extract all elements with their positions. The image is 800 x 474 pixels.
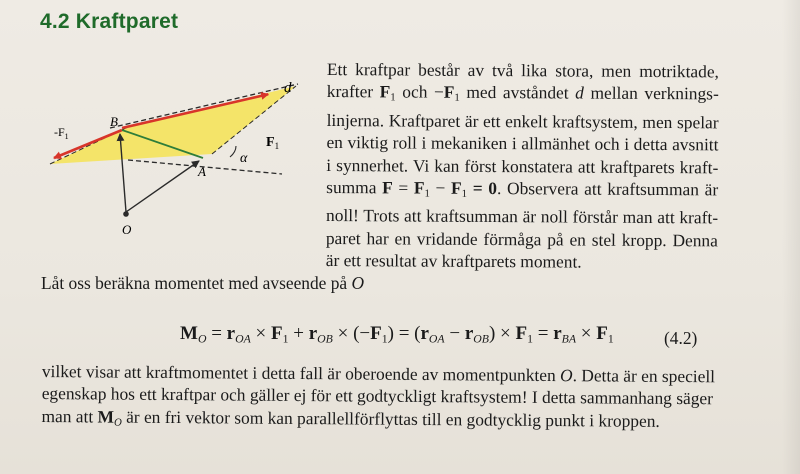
equation-4-2	[180, 322, 614, 351]
bold-F: F	[451, 177, 462, 198]
eq-op: +	[288, 323, 309, 344]
page-edge-shadow	[782, 0, 800, 474]
label-minus-F1-main: -F	[54, 125, 65, 139]
text-segment: är en fri vektor som kan parallellförflyttas till en godtycklig punkt i kroppen.	[121, 406, 660, 431]
equation-number: (4.2)	[664, 328, 698, 348]
section-title: Kraftparet	[75, 10, 179, 33]
text-segment: Ett kraftpar består av två lika stora, men motriktade, krafter	[326, 58, 719, 102]
eq-sub: OB	[317, 332, 333, 346]
label-F1	[266, 135, 279, 151]
couple-plane	[50, 86, 296, 164]
label-d: d	[284, 80, 292, 96]
eq-r: r	[226, 323, 236, 344]
angle-alpha-arc	[230, 146, 236, 157]
bold-F: F	[443, 82, 455, 103]
bold-zero: = 0	[467, 177, 498, 199]
bold-F: F	[382, 177, 393, 198]
section-heading	[40, 10, 178, 34]
italic-d: d	[575, 82, 584, 103]
eq-r: r	[420, 323, 429, 344]
eq-paren: )	[387, 323, 394, 344]
eq-sub: O	[197, 332, 207, 346]
eq-sub: 1	[282, 332, 289, 346]
eq-op: ×	[495, 323, 516, 344]
italic-O: O	[351, 273, 365, 293]
eq-sub: 1	[607, 332, 614, 346]
label-O: O	[122, 222, 132, 237]
label-F1-main: F	[266, 135, 275, 150]
italic-O: O	[559, 365, 573, 386]
text-segment: −	[429, 177, 452, 198]
text-segment: med avståndet	[459, 82, 576, 103]
eq-sub: 1	[381, 332, 388, 346]
subscript: 1	[390, 91, 396, 104]
label-A: A	[198, 164, 206, 179]
eq-F: F	[370, 323, 382, 344]
label-minus-F1	[54, 125, 69, 141]
label-alpha: α	[240, 151, 248, 166]
label-minus-F1-sub: 1	[64, 132, 69, 141]
eq-op: ×	[576, 323, 597, 344]
eq-op: −	[359, 323, 371, 344]
eq-op: =	[206, 323, 227, 344]
text-segment: vilket visar att kraftmomentet i detta fall är oberoende av momentpunkten	[41, 360, 561, 386]
subscript: 1	[454, 92, 460, 105]
label-F1-sub: 1	[274, 141, 280, 151]
point-O	[123, 211, 129, 217]
eq-M: M	[180, 323, 198, 344]
eq-F: F	[596, 323, 608, 344]
eq-sub: OA	[428, 332, 445, 346]
eq-sub: BA	[561, 332, 577, 346]
eq-r: r	[553, 323, 562, 344]
label-B: B	[110, 114, 118, 129]
calc-intro-line	[41, 272, 364, 294]
eq-F: F	[515, 323, 528, 344]
text-segment: . Observera att kraftsumman är noll! Trots att kraftsumman är noll förstår man att kraftparet har en vridande förmåga på en stel kropp. Denna är ett resultat av kraftparets moment.	[325, 178, 719, 272]
eq-op: =	[533, 323, 554, 344]
eq-r: r	[308, 323, 318, 344]
conclusion-paragraph	[41, 360, 742, 439]
subscript: O	[113, 416, 122, 429]
eq-sub: 1	[527, 332, 533, 346]
eq-sub: OA	[235, 332, 251, 346]
text-segment: . Detta är en speciell egenskap hos ett kraftpar och gäller ej för ett godtyckligt kraftsystem! I detta sammanhang säger man att	[41, 365, 716, 427]
eq-paren: (	[414, 323, 421, 344]
subscript: 1	[461, 187, 468, 200]
section-number: 4.2	[40, 10, 70, 33]
eq-paren: (	[353, 323, 360, 344]
eq-op: −	[444, 323, 465, 344]
eq-op: ×	[250, 323, 271, 344]
text-segment: och −	[395, 81, 444, 103]
eq-F: F	[271, 323, 283, 344]
force-couple-figure	[40, 62, 320, 252]
text-segment: =	[392, 177, 414, 198]
text-segment: mellan verkningslinjerna. Kraftparet är ett enkelt kraftsystem, men spelar en viktig roll i mekaniken i allmänhet och i detta avsnitt i synnerhet. Vi kan först konstatera att kraftparets kraftsumma	[326, 82, 719, 198]
eq-op: =	[393, 323, 415, 344]
eq-paren: )	[488, 323, 496, 344]
intro-paragraph	[326, 58, 719, 274]
vector-rOA	[126, 161, 199, 212]
bold-F: F	[413, 177, 425, 198]
subscript: 1	[424, 187, 430, 200]
bold-M: M	[97, 406, 115, 427]
eq-r: r	[464, 323, 474, 344]
eq-sub: OB	[473, 332, 489, 346]
text-segment: Låt oss beräkna momentet med avseende på	[41, 273, 352, 293]
bold-F: F	[379, 81, 391, 102]
eq-op: ×	[332, 323, 354, 344]
